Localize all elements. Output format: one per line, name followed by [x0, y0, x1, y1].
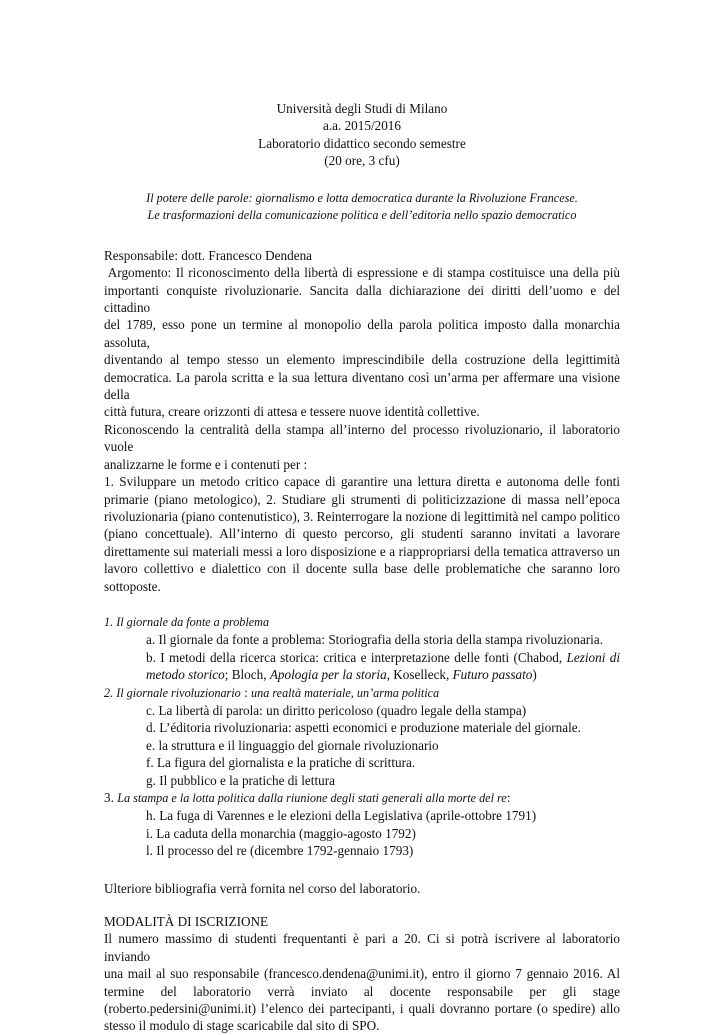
item-h: h. La fuga di Varennes e le elezioni della Legislativa (aprile-ottobre 1791) — [146, 808, 537, 824]
course-title — [104, 190, 620, 225]
item-b-work-chabod-cont: metodo storico — [146, 667, 225, 683]
argomento-line: diventando al tempo stesso un elemento imprescindibile della costruzione della legittimità — [104, 352, 620, 368]
item-c: c. La libertà di parola: un diritto pericoloso (quadro legale della stampa) — [146, 702, 527, 718]
obiettivi-line: rivoluzionaria (piano contenutistico), 3. Reinterrogare la nozione di legittimità nel campo politico — [104, 508, 620, 524]
section-1-title-text: 1. Il giornale da fonte a problema — [104, 614, 270, 629]
argomento-line: democratica. La parola scritta e la sua lettura diventano così un’arma per affermare una visione della — [104, 369, 620, 403]
item-b-line-2 — [146, 666, 620, 683]
obiettivi-line: 1. Sviluppare un metodo critico capace di garantire una lettura diretta e autonoma delle fonti — [104, 474, 620, 490]
item-b-close-paren: ) — [532, 667, 537, 683]
obiettivi-paragraph — [104, 473, 620, 595]
item-e: e. la struttura e il linguaggio del giornale rivoluzionario — [146, 737, 439, 753]
section-3-title — [104, 789, 620, 807]
obiettivi-line: (piano concettuale). All’interno di questo percorso, gli studenti saranno invitati a lavorare — [104, 526, 620, 542]
item-b-work-bloch: Apologia per la storia, — [269, 667, 390, 683]
centralita-line: analizzarne le forme e i contenuti per : — [104, 456, 308, 472]
item-l: l. Il processo del re (dicembre 1792-gennaio 1793) — [146, 843, 414, 859]
course-title-line-2: Le trasformazioni della comunicazione politica e dell’editoria nello spazio democratico — [147, 208, 577, 223]
item-d: d. L’éditoria rivoluzionaria: aspetti economici e produzione materiale del giornale. — [146, 720, 581, 736]
argomento-line: del 1789, esso pone un termine al monopolio della parola politica imposto dalla monarchia assoluta, — [104, 317, 620, 350]
section-2-title — [104, 684, 620, 702]
university-name: Università degli Studi di Milano — [276, 101, 448, 116]
argomento-line: Argomento: Il riconoscimento della libertà di espressione e di stampa costituisce una della più — [104, 265, 620, 281]
enrollment-line: Il numero massimo di studenti frequentanti è pari a 20. Ci si potrà iscrivere al laboratorio inviando — [104, 931, 620, 964]
item-b — [146, 649, 620, 684]
academic-year: a.a. 2015/2016 — [322, 118, 401, 134]
enrollment-line: una mail al suo responsabile (francesco.dendena@unimi.it), entro il giorno 7 gennaio 2016. Al — [104, 966, 620, 982]
document-header — [104, 100, 620, 225]
enrollment-line: stesso il modulo di stage scaricabile dal sito di SPO. — [104, 1018, 380, 1034]
obiettivi-line: primarie (piano metologico), 2. Studiare gli strumenti di politicizzazione di massa nell’epoca — [104, 491, 620, 507]
intro-section — [104, 247, 620, 595]
section-2-title-sep: : — [240, 684, 252, 700]
bibliography-note: Ulteriore bibliografia verrà fornita nel corso del laboratorio. — [104, 880, 421, 896]
enrollment-line: (roberto.pedersini@unimi.it) l’elenco dei partecipanti, i quali dovranno portare (o spedire) allo — [104, 1001, 620, 1017]
document-page — [104, 100, 620, 1035]
argomento-line: città futura, creare orizzonti di attesa e tessere nuove identità collettive. — [104, 404, 480, 420]
item-b-text-koselleck: Koselleck, — [389, 667, 453, 683]
item-f: f. La figura del giornalista e la pratiche di scrittura. — [146, 755, 416, 771]
enrollment-section — [104, 913, 620, 1035]
enrollment-line: termine del laboratorio verrà inviato al docente responsabile per gli stage — [104, 983, 620, 999]
item-b-text: b. I metodi della ricerca storica: critica e interpretazione delle fonti (Chabod, — [146, 649, 567, 665]
item-b-text-bloch: ; Bloch, — [224, 667, 270, 683]
centralita-paragraph — [104, 421, 620, 473]
section-1-title — [104, 613, 620, 631]
item-b-work-chabod: Lezioni di — [566, 649, 621, 665]
obiettivi-line: direttamente sui materiali messi a loro disposizione e a riappropriarsi della tematica attraverso un — [104, 543, 620, 559]
argomento-paragraph — [104, 264, 620, 421]
obiettivi-line: lavoro collettivo e dialettico con il docente sulla base delle problematiche che saranno loro — [104, 561, 620, 577]
argomento-line: importanti conquiste rivoluzionarie. Sancita dalla dichiarazione dei diritti dell’uomo e del cittadino — [104, 282, 620, 316]
section-2-title-text: 2. Il giornale rivoluzionario — [104, 685, 241, 700]
item-a: a. Il giornale da fonte a problema: Storiografia della storia della stampa rivoluzionaria. — [146, 632, 603, 648]
centralita-line: Riconoscendo la centralità della stampa all’interno del processo rivoluzionario, il laboratorio vuole — [104, 421, 620, 455]
obiettivi-line: sottoposte. — [104, 578, 161, 594]
responsible-line: Responsabile: dott. Francesco Dendena — [104, 247, 313, 263]
item-g: g. Il pubblico e la pratiche di lettura — [146, 772, 335, 788]
lab-hours: (20 ore, 3 cfu) — [324, 153, 400, 169]
section-3-colon: : — [506, 790, 511, 805]
section-3-title-text: La stampa e la lotta politica dalla riunione degli stati generali alla morte del re — [117, 791, 507, 805]
item-b-line-1 — [146, 649, 620, 666]
item-i: i. La caduta della monarchia (maggio-agosto 1792) — [146, 825, 416, 841]
enrollment-heading: MODALITÀ DI ISCRIZIONE — [104, 914, 269, 930]
item-b-work-koselleck: Futuro passato — [452, 667, 533, 683]
section-2-subtitle: una realtà materiale, un’arma politica — [251, 685, 440, 700]
section-3-number: 3. — [104, 790, 118, 805]
program-outline — [104, 613, 620, 860]
lab-name: Laboratorio didattico secondo semestre — [258, 135, 466, 151]
course-title-line-1: Il potere delle parole: giornalismo e lotta democratica durante la Rivoluzione Francese. — [146, 190, 578, 205]
